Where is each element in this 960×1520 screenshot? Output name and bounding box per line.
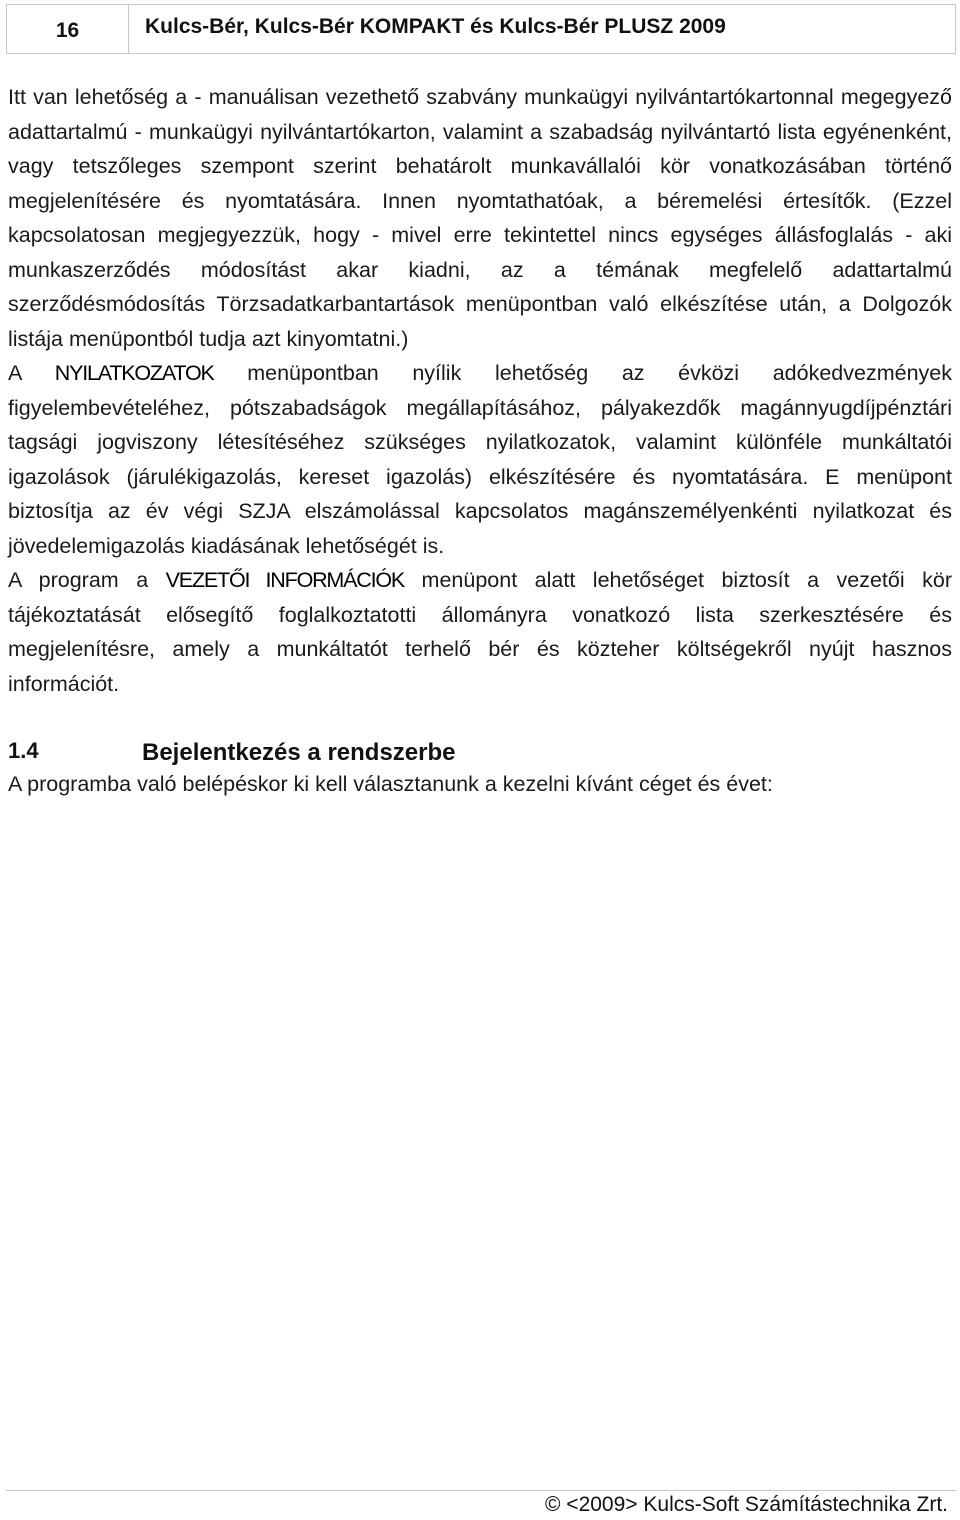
paragraph-text: menüpontban nyílik lehetőség az évközi adókedvezmények figyelembevételéhez, pótszabadságok megállapításához, pályakezdők magánnyugdíjpénztári tagsági jogviszony létesítéséhez szükséges nyilatkozatok, valamint különféle munkáltatói igazolások (járulékigazolás, kereset igazolás) elkészítésére és nyomtatására. E menüpont biztosítja az év végi SZJA elszámolással kapcsolatos magánszemélyenkénti nyilatkozat és jövedelemigazolás kiadásának lehetőségét is. (8, 361, 952, 558)
paragraph-belepes: A programba való belépéskor ki kell választanunk a kezelni kívánt céget és évet: (8, 772, 773, 796)
section-title: Bejelentkezés a rendszerbe (142, 739, 456, 766)
section-number: 1.4 (8, 738, 39, 763)
section-heading (8, 727, 952, 767)
page-footer (6, 1490, 956, 1520)
paragraph-text: menüpont alatt lehetőséget biztosít a vezetői kör tájékoztatását elősegítő foglalkoztatotti állományra vonatkozó lista szerkesztésére és megjelenítésre, amely a munkáltatót terhelő bér és közteher költségekről nyújt hasznos információt. (8, 568, 953, 696)
paragraph-prefix: A program a (8, 568, 166, 592)
document-title: Kulcs-Bér, Kulcs-Bér KOMPAKT és Kulcs-Bér PLUSZ 2009 (145, 15, 726, 38)
page-content (8, 80, 952, 802)
paragraph-vezetoi-informaciok (8, 563, 952, 701)
menu-name-nyilatkozatok: NYILATKOZATOK (54, 361, 214, 385)
paragraph-nyilvantarto: Itt van lehetőség a - manuálisan vezethető szabvány munkaügyi nyilvántartókartonnal megegyező adattartalmú - munkaügyi nyilvántartókarton, valamint a szabadság nyilvántartó lista egyénenként, vagy tetszőleges szempont szerint behatárolt munkavállalói kör vonatkozásában történő megjelenítésére és nyomtatására. Innen nyomtathatóak, a béremelési értesítők. (Ezzel kapcsolatosan megjegyezzük, hogy - mivel erre tekintettel nincs egységes állásfoglalás - aki munkaszerződés módosítást akar kiadni, az a témának megfelelő adattartalmú szerződésmódosítás Törzsadatkarbantartások menüpontban való elkészítése után, a Dolgozók listája menüpontból tudja azt kinyomtatni.) (8, 85, 952, 351)
page-number: 16 (7, 5, 129, 53)
menu-name-vezetoi-informaciok: VEZETŐI INFORMÁCIÓK (165, 568, 405, 592)
page-header (6, 4, 956, 54)
paragraph-nyilatkozatok (8, 356, 952, 563)
copyright-notice: © <2009> Kulcs-Soft Számítástechnika Zrt. (545, 1493, 948, 1516)
paragraph-prefix: A (8, 361, 55, 385)
